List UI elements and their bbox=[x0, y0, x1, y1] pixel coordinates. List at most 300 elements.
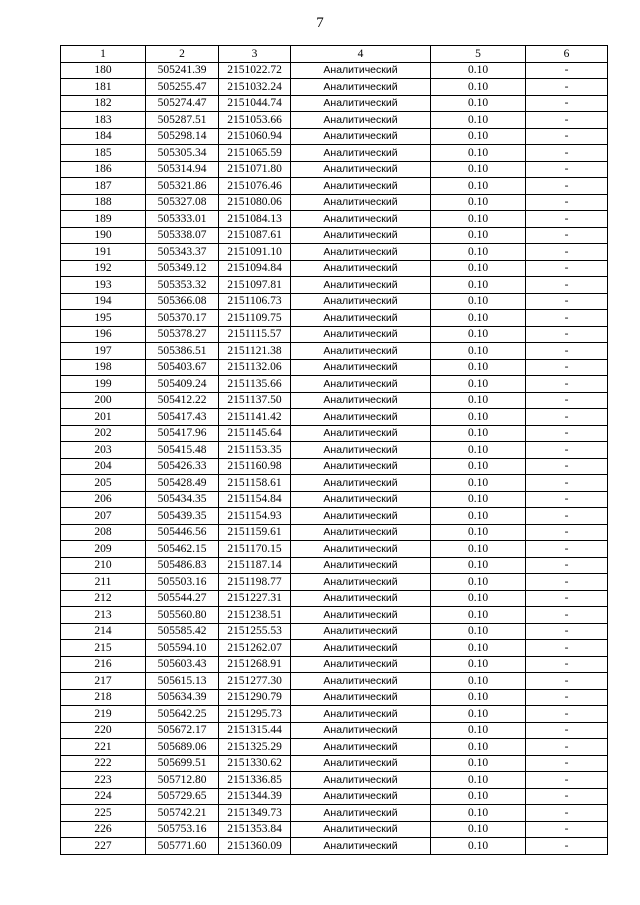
x-coordinate-cell: 505338.07 bbox=[146, 227, 219, 244]
table-row bbox=[61, 508, 608, 525]
accuracy-cell: 0.10 bbox=[431, 227, 526, 244]
x-coordinate-cell: 505503.16 bbox=[146, 574, 219, 591]
point-number-cell: 202 bbox=[61, 425, 146, 442]
x-coordinate-cell: 505753.16 bbox=[146, 821, 219, 838]
method-cell: Аналитический bbox=[291, 722, 431, 739]
method-cell: Аналитический bbox=[291, 178, 431, 195]
table-row bbox=[61, 788, 608, 805]
accuracy-cell: 0.10 bbox=[431, 95, 526, 112]
accuracy-cell: 0.10 bbox=[431, 623, 526, 640]
accuracy-cell: 0.10 bbox=[431, 491, 526, 508]
x-coordinate-cell: 505729.65 bbox=[146, 788, 219, 805]
note-cell: - bbox=[526, 788, 608, 805]
x-coordinate-cell: 505327.08 bbox=[146, 194, 219, 211]
point-number-cell: 182 bbox=[61, 95, 146, 112]
accuracy-cell: 0.10 bbox=[431, 392, 526, 409]
point-number-cell: 193 bbox=[61, 277, 146, 294]
x-coordinate-cell: 505241.39 bbox=[146, 62, 219, 79]
note-cell: - bbox=[526, 541, 608, 558]
y-coordinate-cell: 2151132.06 bbox=[219, 359, 291, 376]
note-cell: - bbox=[526, 326, 608, 343]
table-row bbox=[61, 838, 608, 855]
y-coordinate-cell: 2151137.50 bbox=[219, 392, 291, 409]
point-number-cell: 180 bbox=[61, 62, 146, 79]
accuracy-cell: 0.10 bbox=[431, 194, 526, 211]
point-number-cell: 192 bbox=[61, 260, 146, 277]
point-number-cell: 224 bbox=[61, 788, 146, 805]
method-cell: Аналитический bbox=[291, 277, 431, 294]
point-number-cell: 184 bbox=[61, 128, 146, 145]
note-cell: - bbox=[526, 244, 608, 261]
table-row bbox=[61, 293, 608, 310]
x-coordinate-cell: 505603.43 bbox=[146, 656, 219, 673]
y-coordinate-cell: 2151121.38 bbox=[219, 343, 291, 360]
x-coordinate-cell: 505439.35 bbox=[146, 508, 219, 525]
note-cell: - bbox=[526, 277, 608, 294]
method-cell: Аналитический bbox=[291, 623, 431, 640]
table-row bbox=[61, 623, 608, 640]
point-number-cell: 213 bbox=[61, 607, 146, 624]
x-coordinate-cell: 505403.67 bbox=[146, 359, 219, 376]
point-number-cell: 200 bbox=[61, 392, 146, 409]
accuracy-cell: 0.10 bbox=[431, 656, 526, 673]
x-coordinate-cell: 505462.15 bbox=[146, 541, 219, 558]
accuracy-cell: 0.10 bbox=[431, 359, 526, 376]
x-coordinate-cell: 505689.06 bbox=[146, 739, 219, 756]
y-coordinate-cell: 2151353.84 bbox=[219, 821, 291, 838]
y-coordinate-cell: 2151277.30 bbox=[219, 673, 291, 690]
y-coordinate-cell: 2151295.73 bbox=[219, 706, 291, 723]
note-cell: - bbox=[526, 442, 608, 459]
y-coordinate-cell: 2151268.91 bbox=[219, 656, 291, 673]
table-row bbox=[61, 62, 608, 79]
accuracy-cell: 0.10 bbox=[431, 310, 526, 327]
note-cell: - bbox=[526, 194, 608, 211]
accuracy-cell: 0.10 bbox=[431, 79, 526, 96]
accuracy-cell: 0.10 bbox=[431, 178, 526, 195]
method-cell: Аналитический bbox=[291, 739, 431, 756]
table-row bbox=[61, 310, 608, 327]
y-coordinate-cell: 2151084.13 bbox=[219, 211, 291, 228]
point-number-cell: 220 bbox=[61, 722, 146, 739]
accuracy-cell: 0.10 bbox=[431, 838, 526, 855]
method-cell: Аналитический bbox=[291, 590, 431, 607]
method-cell: Аналитический bbox=[291, 211, 431, 228]
accuracy-cell: 0.10 bbox=[431, 112, 526, 129]
column-header-3: 3 bbox=[219, 46, 291, 63]
table-row bbox=[61, 656, 608, 673]
x-coordinate-cell: 505415.48 bbox=[146, 442, 219, 459]
point-number-cell: 227 bbox=[61, 838, 146, 855]
note-cell: - bbox=[526, 62, 608, 79]
table-row bbox=[61, 425, 608, 442]
y-coordinate-cell: 2151154.84 bbox=[219, 491, 291, 508]
accuracy-cell: 0.10 bbox=[431, 425, 526, 442]
table-row bbox=[61, 128, 608, 145]
note-cell: - bbox=[526, 574, 608, 591]
point-number-cell: 195 bbox=[61, 310, 146, 327]
point-number-cell: 203 bbox=[61, 442, 146, 459]
accuracy-cell: 0.10 bbox=[431, 458, 526, 475]
x-coordinate-cell: 505426.33 bbox=[146, 458, 219, 475]
point-number-cell: 206 bbox=[61, 491, 146, 508]
table-row bbox=[61, 673, 608, 690]
note-cell: - bbox=[526, 689, 608, 706]
note-cell: - bbox=[526, 293, 608, 310]
accuracy-cell: 0.10 bbox=[431, 689, 526, 706]
accuracy-cell: 0.10 bbox=[431, 244, 526, 261]
method-cell: Аналитический bbox=[291, 574, 431, 591]
method-cell: Аналитический bbox=[291, 772, 431, 789]
method-cell: Аналитический bbox=[291, 376, 431, 393]
note-cell: - bbox=[526, 475, 608, 492]
table-row bbox=[61, 772, 608, 789]
accuracy-cell: 0.10 bbox=[431, 145, 526, 162]
y-coordinate-cell: 2151071.80 bbox=[219, 161, 291, 178]
table-row bbox=[61, 821, 608, 838]
point-number-cell: 191 bbox=[61, 244, 146, 261]
accuracy-cell: 0.10 bbox=[431, 326, 526, 343]
point-number-cell: 217 bbox=[61, 673, 146, 690]
table-row bbox=[61, 376, 608, 393]
y-coordinate-cell: 2151262.07 bbox=[219, 640, 291, 657]
table-row bbox=[61, 689, 608, 706]
y-coordinate-cell: 2151106.73 bbox=[219, 293, 291, 310]
point-number-cell: 183 bbox=[61, 112, 146, 129]
x-coordinate-cell: 505386.51 bbox=[146, 343, 219, 360]
note-cell: - bbox=[526, 79, 608, 96]
accuracy-cell: 0.10 bbox=[431, 293, 526, 310]
method-cell: Аналитический bbox=[291, 310, 431, 327]
x-coordinate-cell: 505378.27 bbox=[146, 326, 219, 343]
table-row bbox=[61, 590, 608, 607]
table-row bbox=[61, 722, 608, 739]
y-coordinate-cell: 2151336.85 bbox=[219, 772, 291, 789]
x-coordinate-cell: 505742.21 bbox=[146, 805, 219, 822]
point-number-cell: 187 bbox=[61, 178, 146, 195]
table-row bbox=[61, 392, 608, 409]
table-row bbox=[61, 277, 608, 294]
accuracy-cell: 0.10 bbox=[431, 128, 526, 145]
method-cell: Аналитический bbox=[291, 326, 431, 343]
accuracy-cell: 0.10 bbox=[431, 260, 526, 277]
y-coordinate-cell: 2151198.77 bbox=[219, 574, 291, 591]
accuracy-cell: 0.10 bbox=[431, 475, 526, 492]
table-row bbox=[61, 805, 608, 822]
x-coordinate-cell: 505412.22 bbox=[146, 392, 219, 409]
note-cell: - bbox=[526, 590, 608, 607]
point-number-cell: 208 bbox=[61, 524, 146, 541]
note-cell: - bbox=[526, 145, 608, 162]
point-number-cell: 211 bbox=[61, 574, 146, 591]
method-cell: Аналитический bbox=[291, 95, 431, 112]
point-number-cell: 214 bbox=[61, 623, 146, 640]
y-coordinate-cell: 2151094.84 bbox=[219, 260, 291, 277]
table-row bbox=[61, 475, 608, 492]
page-number: 7 bbox=[316, 15, 324, 31]
y-coordinate-cell: 2151360.09 bbox=[219, 838, 291, 855]
method-cell: Аналитический bbox=[291, 79, 431, 96]
note-cell: - bbox=[526, 821, 608, 838]
x-coordinate-cell: 505366.08 bbox=[146, 293, 219, 310]
table-row bbox=[61, 95, 608, 112]
column-header-4: 4 bbox=[291, 46, 431, 63]
method-cell: Аналитический bbox=[291, 607, 431, 624]
table-row bbox=[61, 524, 608, 541]
y-coordinate-cell: 2151349.73 bbox=[219, 805, 291, 822]
method-cell: Аналитический bbox=[291, 541, 431, 558]
note-cell: - bbox=[526, 359, 608, 376]
table-row bbox=[61, 260, 608, 277]
note-cell: - bbox=[526, 392, 608, 409]
x-coordinate-cell: 505287.51 bbox=[146, 112, 219, 129]
y-coordinate-cell: 2151330.62 bbox=[219, 755, 291, 772]
point-number-cell: 199 bbox=[61, 376, 146, 393]
method-cell: Аналитический bbox=[291, 442, 431, 459]
method-cell: Аналитический bbox=[291, 128, 431, 145]
method-cell: Аналитический bbox=[291, 706, 431, 723]
y-coordinate-cell: 2151315.44 bbox=[219, 722, 291, 739]
y-coordinate-cell: 2151145.64 bbox=[219, 425, 291, 442]
accuracy-cell: 0.10 bbox=[431, 442, 526, 459]
accuracy-cell: 0.10 bbox=[431, 161, 526, 178]
table-row bbox=[61, 211, 608, 228]
point-number-cell: 189 bbox=[61, 211, 146, 228]
table-row bbox=[61, 755, 608, 772]
accuracy-cell: 0.10 bbox=[431, 722, 526, 739]
note-cell: - bbox=[526, 458, 608, 475]
y-coordinate-cell: 2151053.66 bbox=[219, 112, 291, 129]
table-row bbox=[61, 178, 608, 195]
y-coordinate-cell: 2151032.24 bbox=[219, 79, 291, 96]
y-coordinate-cell: 2151076.46 bbox=[219, 178, 291, 195]
y-coordinate-cell: 2151135.66 bbox=[219, 376, 291, 393]
y-coordinate-cell: 2151227.31 bbox=[219, 590, 291, 607]
accuracy-cell: 0.10 bbox=[431, 673, 526, 690]
table-row bbox=[61, 409, 608, 426]
accuracy-cell: 0.10 bbox=[431, 739, 526, 756]
table-row bbox=[61, 359, 608, 376]
accuracy-cell: 0.10 bbox=[431, 376, 526, 393]
y-coordinate-cell: 2151091.10 bbox=[219, 244, 291, 261]
method-cell: Аналитический bbox=[291, 62, 431, 79]
x-coordinate-cell: 505585.42 bbox=[146, 623, 219, 640]
x-coordinate-cell: 505409.24 bbox=[146, 376, 219, 393]
note-cell: - bbox=[526, 425, 608, 442]
method-cell: Аналитический bbox=[291, 359, 431, 376]
y-coordinate-cell: 2151022.72 bbox=[219, 62, 291, 79]
table-header-row bbox=[61, 46, 608, 63]
note-cell: - bbox=[526, 722, 608, 739]
method-cell: Аналитический bbox=[291, 244, 431, 261]
table-row bbox=[61, 343, 608, 360]
note-cell: - bbox=[526, 260, 608, 277]
x-coordinate-cell: 505333.01 bbox=[146, 211, 219, 228]
accuracy-cell: 0.10 bbox=[431, 755, 526, 772]
note-cell: - bbox=[526, 409, 608, 426]
note-cell: - bbox=[526, 557, 608, 574]
table-row bbox=[61, 244, 608, 261]
y-coordinate-cell: 2151255.53 bbox=[219, 623, 291, 640]
y-coordinate-cell: 2151115.57 bbox=[219, 326, 291, 343]
note-cell: - bbox=[526, 343, 608, 360]
table-row bbox=[61, 458, 608, 475]
note-cell: - bbox=[526, 739, 608, 756]
y-coordinate-cell: 2151141.42 bbox=[219, 409, 291, 426]
method-cell: Аналитический bbox=[291, 475, 431, 492]
accuracy-cell: 0.10 bbox=[431, 557, 526, 574]
point-number-cell: 226 bbox=[61, 821, 146, 838]
y-coordinate-cell: 2151097.81 bbox=[219, 277, 291, 294]
x-coordinate-cell: 505255.47 bbox=[146, 79, 219, 96]
method-cell: Аналитический bbox=[291, 689, 431, 706]
x-coordinate-cell: 505353.32 bbox=[146, 277, 219, 294]
point-number-cell: 205 bbox=[61, 475, 146, 492]
y-coordinate-cell: 2151109.75 bbox=[219, 310, 291, 327]
x-coordinate-cell: 505349.12 bbox=[146, 260, 219, 277]
accuracy-cell: 0.10 bbox=[431, 590, 526, 607]
table-row bbox=[61, 541, 608, 558]
column-header-2: 2 bbox=[146, 46, 219, 63]
point-number-cell: 196 bbox=[61, 326, 146, 343]
note-cell: - bbox=[526, 178, 608, 195]
method-cell: Аналитический bbox=[291, 293, 431, 310]
accuracy-cell: 0.10 bbox=[431, 607, 526, 624]
accuracy-cell: 0.10 bbox=[431, 640, 526, 657]
x-coordinate-cell: 505314.94 bbox=[146, 161, 219, 178]
note-cell: - bbox=[526, 112, 608, 129]
x-coordinate-cell: 505615.13 bbox=[146, 673, 219, 690]
x-coordinate-cell: 505712.80 bbox=[146, 772, 219, 789]
y-coordinate-cell: 2151160.98 bbox=[219, 458, 291, 475]
point-number-cell: 197 bbox=[61, 343, 146, 360]
point-number-cell: 209 bbox=[61, 541, 146, 558]
point-number-cell: 222 bbox=[61, 755, 146, 772]
method-cell: Аналитический bbox=[291, 112, 431, 129]
accuracy-cell: 0.10 bbox=[431, 62, 526, 79]
table-row bbox=[61, 194, 608, 211]
y-coordinate-cell: 2151325.29 bbox=[219, 739, 291, 756]
note-cell: - bbox=[526, 211, 608, 228]
table-row bbox=[61, 227, 608, 244]
note-cell: - bbox=[526, 376, 608, 393]
table-body bbox=[61, 62, 608, 854]
column-header-5: 5 bbox=[431, 46, 526, 63]
x-coordinate-cell: 505594.10 bbox=[146, 640, 219, 657]
accuracy-cell: 0.10 bbox=[431, 788, 526, 805]
column-header-6: 6 bbox=[526, 46, 608, 63]
coordinates-table bbox=[60, 45, 608, 855]
y-coordinate-cell: 2151060.94 bbox=[219, 128, 291, 145]
x-coordinate-cell: 505417.43 bbox=[146, 409, 219, 426]
method-cell: Аналитический bbox=[291, 508, 431, 525]
x-coordinate-cell: 505321.86 bbox=[146, 178, 219, 195]
table-row bbox=[61, 491, 608, 508]
accuracy-cell: 0.10 bbox=[431, 706, 526, 723]
table-row bbox=[61, 161, 608, 178]
table-row bbox=[61, 557, 608, 574]
note-cell: - bbox=[526, 805, 608, 822]
accuracy-cell: 0.10 bbox=[431, 277, 526, 294]
y-coordinate-cell: 2151290.79 bbox=[219, 689, 291, 706]
point-number-cell: 207 bbox=[61, 508, 146, 525]
note-cell: - bbox=[526, 508, 608, 525]
method-cell: Аналитический bbox=[291, 343, 431, 360]
method-cell: Аналитический bbox=[291, 821, 431, 838]
x-coordinate-cell: 505486.83 bbox=[146, 557, 219, 574]
point-number-cell: 190 bbox=[61, 227, 146, 244]
table-row bbox=[61, 574, 608, 591]
method-cell: Аналитический bbox=[291, 640, 431, 657]
point-number-cell: 218 bbox=[61, 689, 146, 706]
y-coordinate-cell: 2151344.39 bbox=[219, 788, 291, 805]
method-cell: Аналитический bbox=[291, 458, 431, 475]
x-coordinate-cell: 505544.27 bbox=[146, 590, 219, 607]
table-row bbox=[61, 79, 608, 96]
point-number-cell: 185 bbox=[61, 145, 146, 162]
method-cell: Аналитический bbox=[291, 557, 431, 574]
note-cell: - bbox=[526, 623, 608, 640]
x-coordinate-cell: 505634.39 bbox=[146, 689, 219, 706]
point-number-cell: 201 bbox=[61, 409, 146, 426]
note-cell: - bbox=[526, 656, 608, 673]
accuracy-cell: 0.10 bbox=[431, 805, 526, 822]
point-number-cell: 219 bbox=[61, 706, 146, 723]
note-cell: - bbox=[526, 524, 608, 541]
method-cell: Аналитический bbox=[291, 194, 431, 211]
table-row bbox=[61, 739, 608, 756]
method-cell: Аналитический bbox=[291, 788, 431, 805]
y-coordinate-cell: 2151080.06 bbox=[219, 194, 291, 211]
method-cell: Аналитический bbox=[291, 145, 431, 162]
method-cell: Аналитический bbox=[291, 392, 431, 409]
x-coordinate-cell: 505434.35 bbox=[146, 491, 219, 508]
accuracy-cell: 0.10 bbox=[431, 409, 526, 426]
accuracy-cell: 0.10 bbox=[431, 821, 526, 838]
y-coordinate-cell: 2151187.14 bbox=[219, 557, 291, 574]
accuracy-cell: 0.10 bbox=[431, 524, 526, 541]
table-row bbox=[61, 442, 608, 459]
y-coordinate-cell: 2151065.59 bbox=[219, 145, 291, 162]
table-row bbox=[61, 640, 608, 657]
x-coordinate-cell: 505771.60 bbox=[146, 838, 219, 855]
method-cell: Аналитический bbox=[291, 425, 431, 442]
y-coordinate-cell: 2151238.51 bbox=[219, 607, 291, 624]
note-cell: - bbox=[526, 607, 608, 624]
table-row bbox=[61, 112, 608, 129]
x-coordinate-cell: 505305.34 bbox=[146, 145, 219, 162]
method-cell: Аналитический bbox=[291, 805, 431, 822]
x-coordinate-cell: 505298.14 bbox=[146, 128, 219, 145]
x-coordinate-cell: 505672.17 bbox=[146, 722, 219, 739]
x-coordinate-cell: 505699.51 bbox=[146, 755, 219, 772]
accuracy-cell: 0.10 bbox=[431, 772, 526, 789]
note-cell: - bbox=[526, 227, 608, 244]
method-cell: Аналитический bbox=[291, 161, 431, 178]
note-cell: - bbox=[526, 706, 608, 723]
point-number-cell: 221 bbox=[61, 739, 146, 756]
point-number-cell: 181 bbox=[61, 79, 146, 96]
point-number-cell: 204 bbox=[61, 458, 146, 475]
point-number-cell: 198 bbox=[61, 359, 146, 376]
method-cell: Аналитический bbox=[291, 260, 431, 277]
accuracy-cell: 0.10 bbox=[431, 541, 526, 558]
point-number-cell: 194 bbox=[61, 293, 146, 310]
y-coordinate-cell: 2151170.15 bbox=[219, 541, 291, 558]
column-header-1: 1 bbox=[61, 46, 146, 63]
accuracy-cell: 0.10 bbox=[431, 574, 526, 591]
point-number-cell: 210 bbox=[61, 557, 146, 574]
